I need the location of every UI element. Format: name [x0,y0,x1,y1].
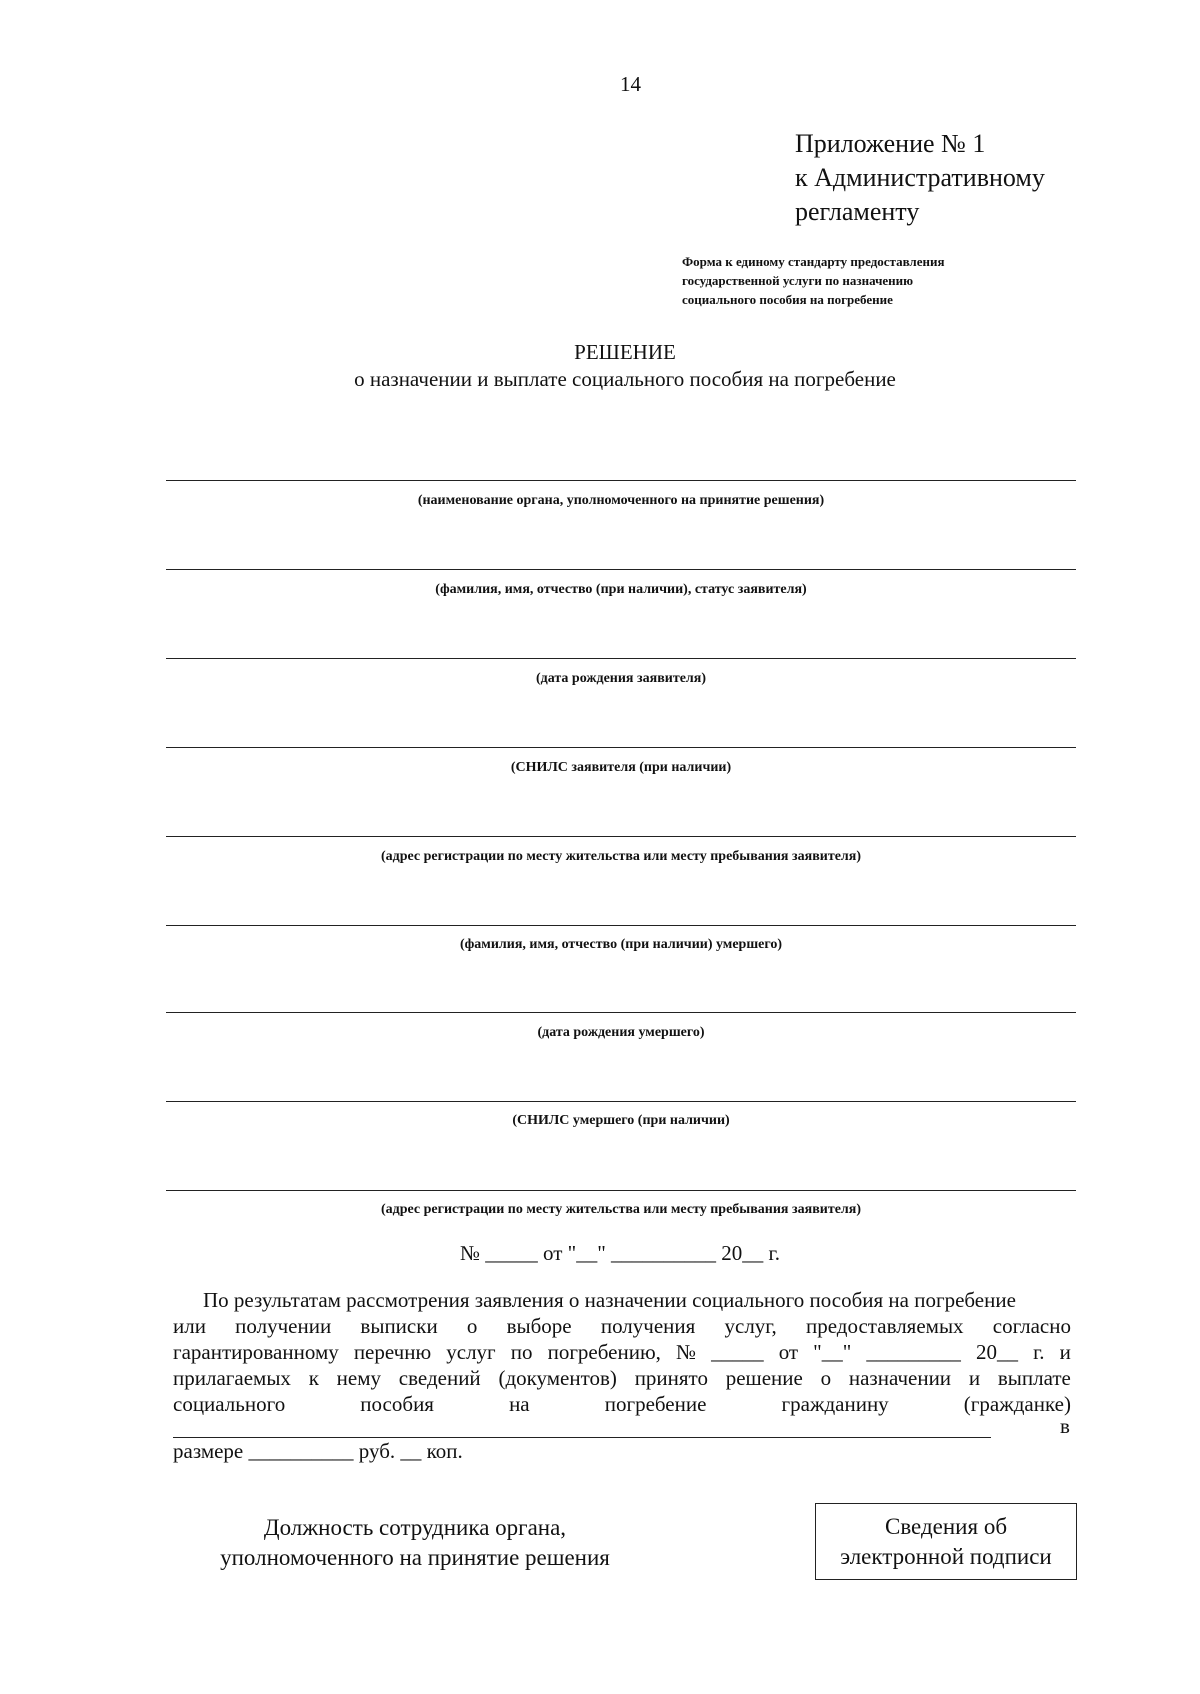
word: и [1059,1340,1071,1364]
field-line[interactable] [166,836,1076,837]
paragraph-line [173,1339,1071,1365]
word: на [509,1392,530,1416]
form-note-line: социального пособия на погребение [682,292,893,307]
word: социального [173,1392,286,1416]
field-caption: (адрес регистрации по месту жительства или месту пребывания заявителя) [381,849,861,864]
word: принято [634,1366,708,1390]
word: получения [600,1314,696,1338]
signature-box-line: электронной подписи [840,1543,1052,1569]
word: прилагаемых [173,1366,291,1390]
word: решение [725,1366,803,1390]
document-subtitle: о назначении и выплате социального пособия на погребение [354,367,896,391]
word: согласно [992,1314,1071,1338]
field-caption: (фамилия, имя, отчество (при наличии), статус заявителя) [435,582,807,597]
word: г. [1033,1340,1045,1364]
word: по [510,1340,533,1364]
annex-line: к Административному [795,163,1045,192]
field-line[interactable] [166,747,1076,748]
word: назначении [848,1366,952,1390]
word: гражданину [781,1392,889,1416]
word: от [778,1340,799,1364]
field-line[interactable] [166,925,1076,926]
field-caption: (дата рождения заявителя) [535,671,707,686]
word: получении [235,1314,332,1338]
word: № [675,1340,697,1364]
paragraph-line [173,1391,1071,1417]
field-line[interactable] [166,480,1076,481]
signer-line: уполномоченного на принятие решения [220,1545,610,1570]
word: выборе [506,1314,572,1338]
word: сведений [398,1366,481,1390]
word: _____ [711,1340,764,1364]
field-caption: (наименование органа, уполномоченного на принятие решения) [417,493,825,508]
word: (гражданке) [963,1392,1071,1416]
word: 20__ [975,1340,1018,1364]
field-caption: (СНИЛС заявителя (при наличии) [510,760,732,775]
word: о [820,1366,832,1390]
word: гарантированному [173,1340,339,1364]
field-line[interactable] [166,1012,1076,1013]
paragraph-line [173,1313,1071,1339]
field-line[interactable] [166,1101,1076,1102]
field-line[interactable] [166,569,1076,570]
annex-header [795,127,1045,229]
word: пособия [360,1392,434,1416]
amount-line: размере __________ руб. __ коп. [173,1439,463,1463]
recipient-name-line[interactable] [173,1437,991,1438]
word: перечню [353,1340,432,1364]
preposition-v: в [1060,1414,1070,1438]
word: погребению, [547,1340,661,1364]
form-note-line: Форма к единому стандарту предоставления [682,254,945,269]
word: выписки [360,1314,438,1338]
annex-line: регламенту [795,197,920,226]
page-number: 14 [620,72,641,96]
word: (документов) [498,1366,617,1390]
annex-line: Приложение № 1 [795,129,986,158]
field-caption: (СНИЛС умершего (при наличии) [512,1113,730,1128]
field-caption: (адрес регистрации по месту жительства или месту пребывания заявителя) [381,1202,861,1217]
paragraph-line [173,1365,1071,1391]
word: погребение [604,1392,707,1416]
word: предоставляемых [806,1314,964,1338]
field-caption: (дата рождения умершего) [537,1025,705,1040]
word: и [968,1366,981,1390]
word: _________ [866,1340,961,1364]
decision-number-line: № _____ от "__" __________ 20__ г. [459,1241,781,1265]
field-caption: (фамилия, имя, отчество (при наличии) умершего) [459,937,783,952]
word: к [308,1366,319,1390]
form-note [682,252,945,309]
electronic-signature-box [815,1503,1077,1580]
word: выплате [997,1366,1071,1390]
field-line[interactable] [166,658,1076,659]
document-title: РЕШЕНИЕ [574,340,676,364]
word: о [466,1314,478,1338]
signer-line: Должность сотрудника органа, [263,1515,567,1540]
word: "__" [813,1340,852,1364]
word: нему [336,1366,382,1390]
decision-paragraph [173,1287,1071,1417]
word: услуг [446,1340,496,1364]
signature-box-line: Сведения об [884,1513,1008,1539]
word: или [173,1314,206,1338]
form-note-line: государственной услуги по назначению [682,273,914,288]
signer-position [195,1513,635,1573]
word: услуг, [724,1314,777,1338]
paragraph-line [173,1287,1071,1313]
field-line[interactable] [166,1190,1076,1191]
paragraph-text: По результатам рассмотрения заявления о назначении социального пособия на погребение [203,1288,1016,1312]
